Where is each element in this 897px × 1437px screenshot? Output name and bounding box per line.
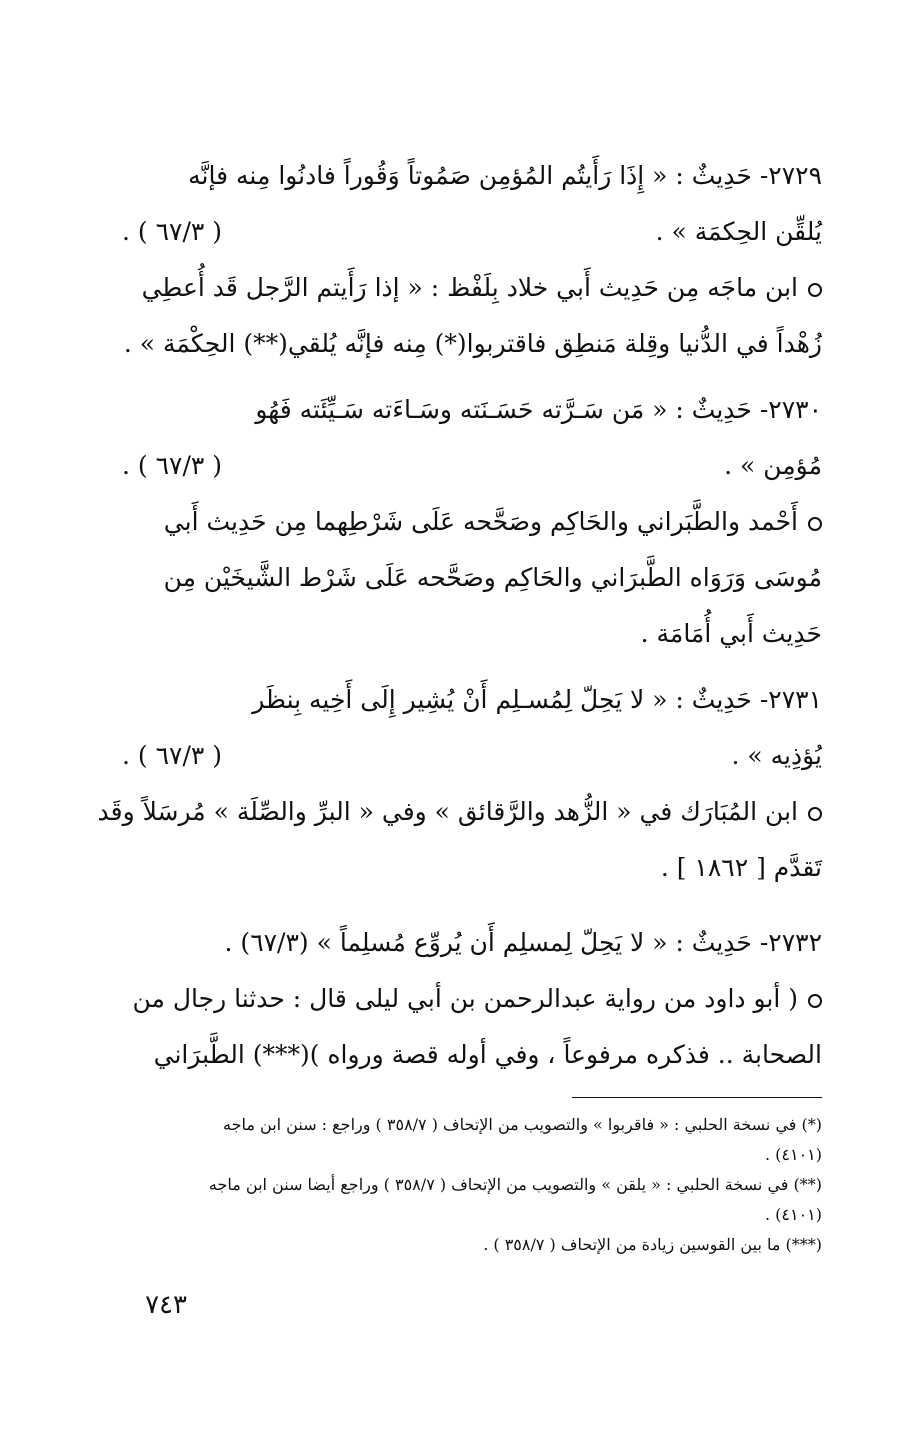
takhrij-note-line: مُوسَى وَرَوَاه الطَّبرَاني والحَاكِم وصَحَّحه عَلَى شَرْط الشَّيخَيْن مِن [163, 563, 822, 592]
takhrij-note-line [72, 971, 822, 1027]
hadith-text: مُؤمِن » . [724, 451, 822, 480]
hadith-text-line-end [72, 438, 822, 494]
volume-page-reference: ( ٦٧/٣ ) . [122, 741, 223, 770]
hadith-text-line: ٢٧٣٠- حَدِيثٌ : « مَن سَـرَّته حَسَـنَته وسَـاءَته سَـيِّئَته فَهُو [255, 395, 822, 424]
hadith-text-line: ٢٧٢٩- حَدِيثٌ : « إِذَا رَأَيتُم المُؤمِن صَمُوتاً وَقُوراً فادنُوا مِنه فإنَّه [188, 161, 822, 190]
footnote-1-continuation: (٤١٠١) . [764, 1145, 822, 1164]
volume-page-reference: ( ٦٧/٣ ) . [122, 451, 223, 480]
hadith-entry-2732 [72, 915, 822, 1083]
takhrij-text: ابن ماجَه مِن حَدِيث أَبي خلاد بِلَفْظ : « إذا رَأَيتم الرَّجل قَد أُعطِي [141, 273, 798, 302]
hadith-entry-2729 [72, 148, 822, 372]
hadith-text-line: ٢٧٣٢- حَدِيثٌ : « لا يَحِلّ لِمسلِم أَن يُروِّع مُسلِماً » (٦٧/٣) . [224, 928, 822, 957]
circle-bullet-icon [808, 517, 822, 531]
circle-bullet-icon [808, 994, 822, 1008]
takhrij-note-line [72, 784, 822, 840]
hadith-entry-2730 [72, 382, 822, 662]
circle-bullet-icon [808, 807, 822, 821]
footnote-2-continuation: (٤١٠١) . [764, 1205, 822, 1224]
hadith-text: يُلقِّن الحِكمَة » . [655, 217, 822, 246]
takhrij-note-line [72, 494, 822, 550]
volume-page-reference: ( ٦٧/٣ ) . [122, 217, 223, 246]
hadith-text-line: ٢٧٣١- حَدِيثٌ : « لا يَحِلّ لِمُسـلِم أَنْ يُشِير إِلَى أَخِيه بِنظَر [252, 685, 822, 714]
takhrij-note-line: زُهْداً في الدُّنيا وقِلة مَنطِق فاقتربوا(*) مِنه فإنَّه يُلقي(**) الحِكْمَة » . [123, 329, 822, 358]
footnote-3: (***) ما بين القوسين زيادة من الإتحاف ( ٣٥٨/٧ ) . [483, 1235, 822, 1254]
takhrij-note-line: الصحابة .. فذكره مرفوعاً ، وفي أوله قصة ورواه )(***) الطَّبرَاني [153, 1040, 822, 1069]
takhrij-note-line: حَدِيث أَبي أُمَامَة . [640, 619, 822, 648]
hadith-text-line-end [72, 204, 822, 260]
circle-bullet-icon [808, 283, 822, 297]
takhrij-text: ابن المُبَارَك في « الزُّهد والرَّقائق » وفي « البرِّ والصِّلَة » مُرسَلاً وقَد [97, 797, 798, 826]
hadith-text-line-end [72, 728, 822, 784]
page-number: ٧٤٣ [145, 1290, 187, 1320]
takhrij-text: ( أبو داود من رواية عبدالرحمن بن أبي ليلى قال : حدثنا رجال من [132, 984, 798, 1013]
hadith-text: يُؤذِيه » . [731, 741, 822, 770]
hadith-entry-2731 [72, 672, 822, 896]
takhrij-note-line: تَقدَّم [ ١٨٦٢ ] . [660, 853, 822, 882]
footnote-2: (**) في نسخة الحلبي : « يلقن » والتصويب من الإتحاف ( ٣٥٨/٧ ) وراجع أيضا سنن ابن ماجه [208, 1175, 822, 1194]
footnote-separator [572, 1097, 822, 1098]
footnote-1: (*) في نسخة الحلبي : « فاقربوا » والتصويب من الإتحاف ( ٣٥٨/٧ ) وراجع : سنن ابن ماجه [223, 1115, 822, 1134]
takhrij-text: أَحْمد والطَّبَراني والحَاكِم وصَحَّحه عَلَى شَرْطِهما مِن حَدِيث أَبي [163, 507, 798, 536]
takhrij-note-line [72, 260, 822, 316]
